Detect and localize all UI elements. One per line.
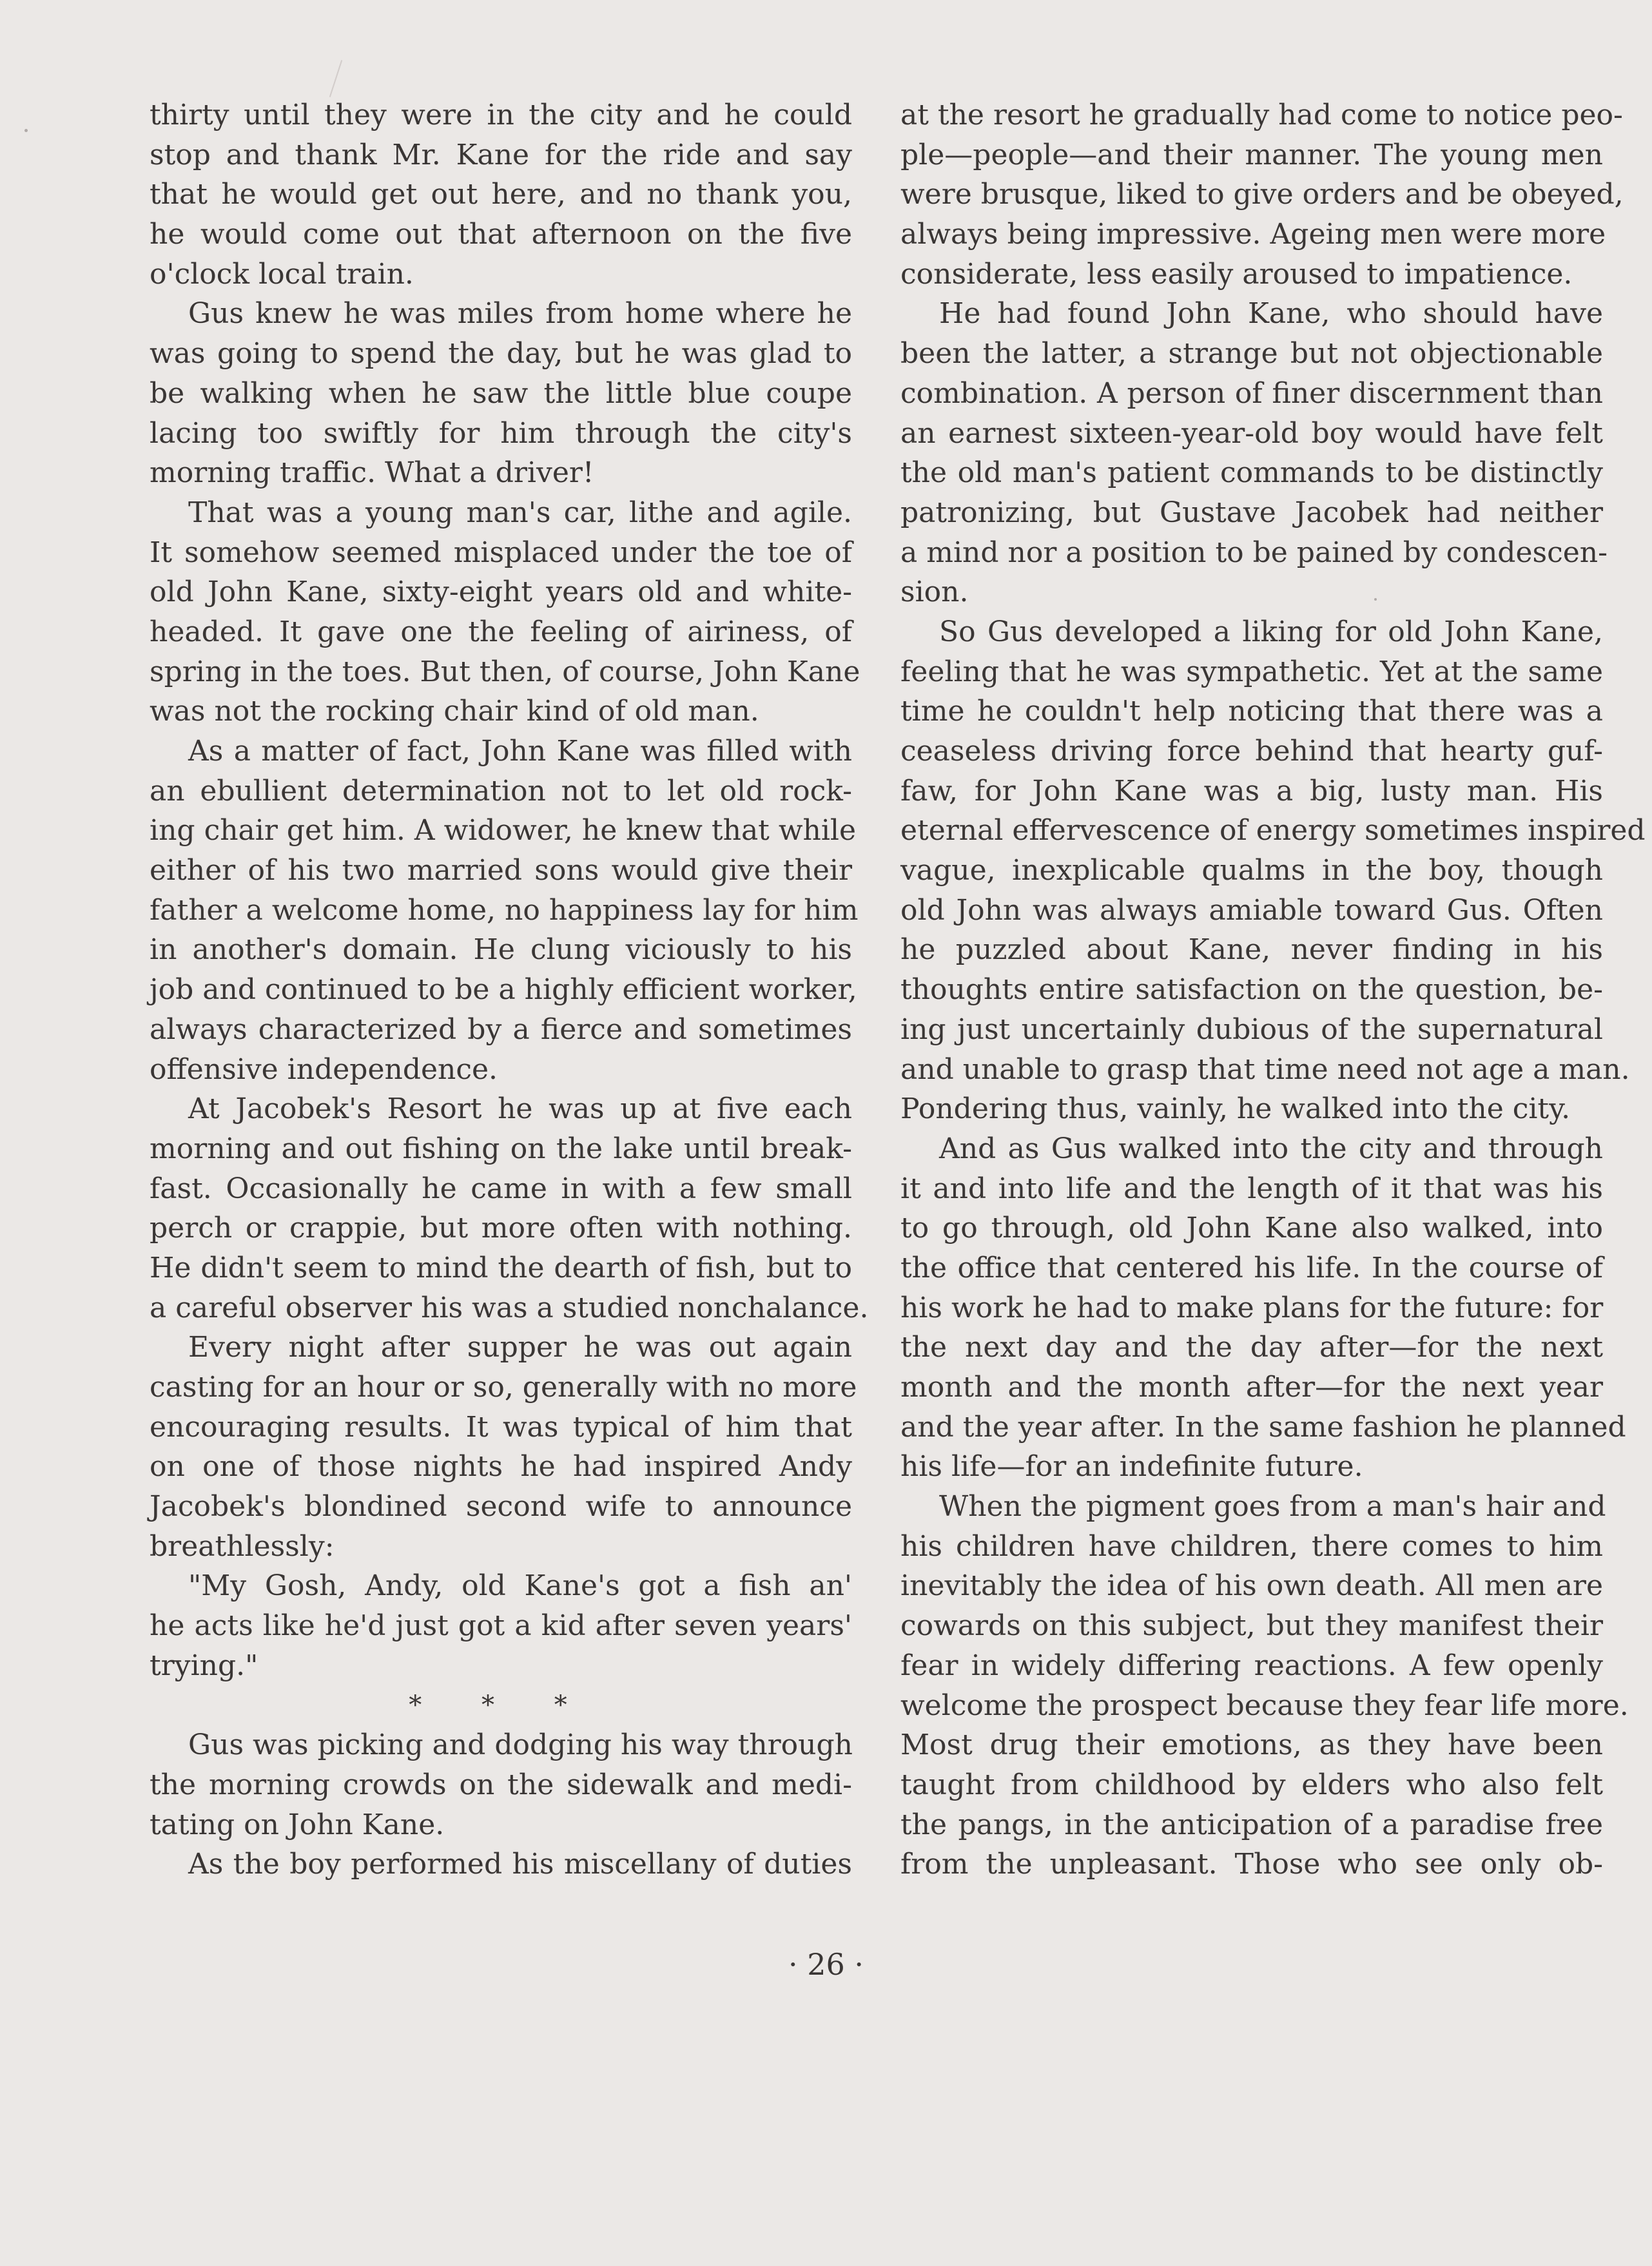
text-line: sion. [900, 576, 969, 609]
text-line: from the unpleasant. Those who see only ob- [900, 1848, 1603, 1881]
text-line: fast. Occasionally he came in with a few small [150, 1172, 852, 1205]
text-line: to go through, old John Kane also walked, into [900, 1212, 1603, 1245]
text-line: the old man's patient commands to be distinctly [900, 456, 1603, 490]
text-line: eternal effervescence of energy sometimes inspired [900, 814, 1646, 847]
text-line: that he would get out here, and no thank you, [150, 178, 852, 211]
text-line: on one of those nights he had inspired Andy [150, 1450, 852, 1484]
text-line: at the resort he gradually had come to notice peo- [900, 99, 1623, 131]
text-line: was not the rocking chair kind of old man. [150, 695, 759, 728]
page-number: · 26 · [788, 1947, 864, 1982]
text-line: headed. It gave one the feeling of airiness, of [150, 615, 852, 648]
text-line: It somehow seemed misplaced under the toe of [150, 536, 852, 569]
text-line: tating on John Kane. [150, 1808, 445, 1841]
text-line: encouraging results. It was typical of him that [150, 1410, 852, 1444]
text-line: inevitably the idea of his own death. All men are [900, 1569, 1603, 1603]
text-line: month and the month after—for the next year [900, 1371, 1603, 1404]
text-line: and unable to grasp that time need not age a man. [900, 1052, 1630, 1086]
text-line: he would come out that afternoon on the five [150, 218, 852, 251]
section-break-asterisks: * * * [409, 1690, 593, 1720]
text-line: thirty until they were in the city and he could [150, 99, 852, 131]
text-line: combination. A person of finer discernment than [900, 376, 1603, 410]
text-line: And as Gus walked into the city and through [939, 1132, 1603, 1165]
text-line: Pondering thus, vainly, he walked into the city. [900, 1092, 1571, 1126]
text-line: ing just uncertainly dubious of the supernatural [900, 1012, 1603, 1046]
text-line: be walking when he saw the little blue coupe [150, 376, 852, 410]
text-line: perch or crappie, but more often with nothing. [150, 1212, 852, 1245]
text-line: were brusque, liked to give orders and be obeyed, [900, 178, 1624, 211]
text-line: the next day and the day after—for the next [900, 1331, 1603, 1364]
text-line: "My Gosh, Andy, old Kane's got a fish an' [188, 1569, 852, 1603]
text-line: stop and thank Mr. Kane for the ride and say [150, 138, 852, 171]
text-line: an ebullient determination not to let old rock- [150, 774, 852, 808]
text-line: taught from childhood by elders who also felt [900, 1768, 1603, 1801]
text-line: morning traffic. What a driver! [150, 456, 594, 490]
text-line: ceaseless driving force behind that hearty guf- [900, 735, 1603, 768]
text-line: the morning crowds on the sidewalk and medi- [150, 1768, 852, 1801]
text-line: lacing too swiftly for him through the city's [150, 416, 852, 450]
text-line: and the year after. In the same fashion he planned [900, 1410, 1626, 1444]
text-line: the pangs, in the anticipation of a paradise free [900, 1808, 1603, 1841]
text-line: vague, inexplicable qualms in the boy, though [900, 854, 1603, 887]
text-line: feeling that he was sympathetic. Yet at the same [900, 655, 1603, 688]
text-line: He had found John Kane, who should have [939, 297, 1603, 331]
text-line: Most drug their emotions, as they have been [900, 1729, 1603, 1762]
text-line: thoughts entire satisfaction on the question, be- [900, 973, 1603, 1007]
text-line: it and into life and the length of it that was his [900, 1172, 1603, 1205]
text-line: a mind nor a position to be pained by condescen- [900, 536, 1608, 569]
text-line: That was a young man's car, lithe and agile. [188, 496, 852, 529]
text-line: faw, for John Kane was a big, lusty man. His [900, 774, 1603, 808]
left-text-column [150, 95, 869, 1884]
text-line: his life—for an indefinite future. [900, 1450, 1363, 1484]
text-line: job and continued to be a highly efficient worker, [150, 973, 857, 1007]
text-line: ple—people—and their manner. The young men [900, 138, 1603, 171]
text-line: morning and out fishing on the lake until break- [150, 1132, 852, 1165]
text-line: o'clock local train. [150, 257, 414, 291]
text-line: either of his two married sons would give their [150, 854, 852, 887]
text-line: was going to spend the day, but he was glad to [150, 337, 852, 371]
text-line: trying." [150, 1649, 258, 1682]
text-line: father a welcome home, no happiness lay for him [150, 893, 859, 927]
text-line: in another's domain. He clung viciously to his [150, 933, 852, 967]
text-line: Every night after supper he was out again [188, 1331, 852, 1364]
text-line: cowards on this subject, but they manifest their [900, 1609, 1603, 1643]
text-line: considerate, less easily aroused to impatience. [900, 257, 1573, 291]
text-line: fear in widely differing reactions. A few openly [900, 1649, 1603, 1682]
text-line: He didn't seem to mind the dearth of fish, but to [150, 1251, 852, 1284]
text-line: casting for an hour or so, generally with no more [150, 1371, 857, 1404]
text-line: Gus knew he was miles from home where he [188, 297, 852, 331]
text-line: So Gus developed a liking for old John Kane, [939, 615, 1603, 648]
text-line: old John Kane, sixty-eight years old and white- [150, 576, 852, 609]
paper-scratch-mark [329, 60, 342, 97]
text-line: been the latter, a strange but not objectionable [900, 337, 1603, 371]
text-line: his children have children, there comes to him [900, 1529, 1603, 1563]
text-line: ing chair get him. A widower, he knew that while [150, 814, 857, 847]
text-line: Gus was picking and dodging his way through [188, 1729, 853, 1762]
text-line: an earnest sixteen-year-old boy would have felt [900, 416, 1603, 450]
text-line: As a matter of fact, John Kane was filled with [188, 735, 852, 768]
text-line: At Jacobek's Resort he was up at five each [188, 1092, 852, 1126]
text-line: he acts like he'd just got a kid after seven years' [150, 1609, 852, 1643]
text-line: time he couldn't help noticing that there was a [900, 695, 1603, 728]
text-line: patronizing, but Gustave Jacobek had neither [900, 496, 1603, 529]
text-line: As the boy performed his miscellany of duties [188, 1848, 852, 1881]
paper-speck-mark [24, 129, 28, 132]
text-line: always being impressive. Ageing men were more [900, 218, 1606, 251]
text-line: his work he had to make plans for the future: for [900, 1291, 1604, 1324]
text-line: welcome the prospect because they fear life more. [900, 1689, 1629, 1722]
text-line: old John was always amiable toward Gus. Often [900, 893, 1603, 927]
text-line: the office that centered his life. In the course of [900, 1251, 1603, 1284]
text-line: a careful observer his was a studied nonchalance. [150, 1291, 869, 1324]
text-line: spring in the toes. But then, of course, John Kane [150, 655, 860, 688]
text-line: always characterized by a fierce and sometimes [150, 1012, 852, 1046]
text-line: breathlessly: [150, 1529, 335, 1563]
text-line: he puzzled about Kane, never finding in his [900, 933, 1603, 967]
right-text-column [900, 95, 1646, 1884]
text-line: offensive independence. [150, 1052, 498, 1086]
text-line: Jacobek's blondined second wife to announce [150, 1490, 852, 1524]
text-line: When the pigment goes from a man's hair and [939, 1490, 1606, 1524]
